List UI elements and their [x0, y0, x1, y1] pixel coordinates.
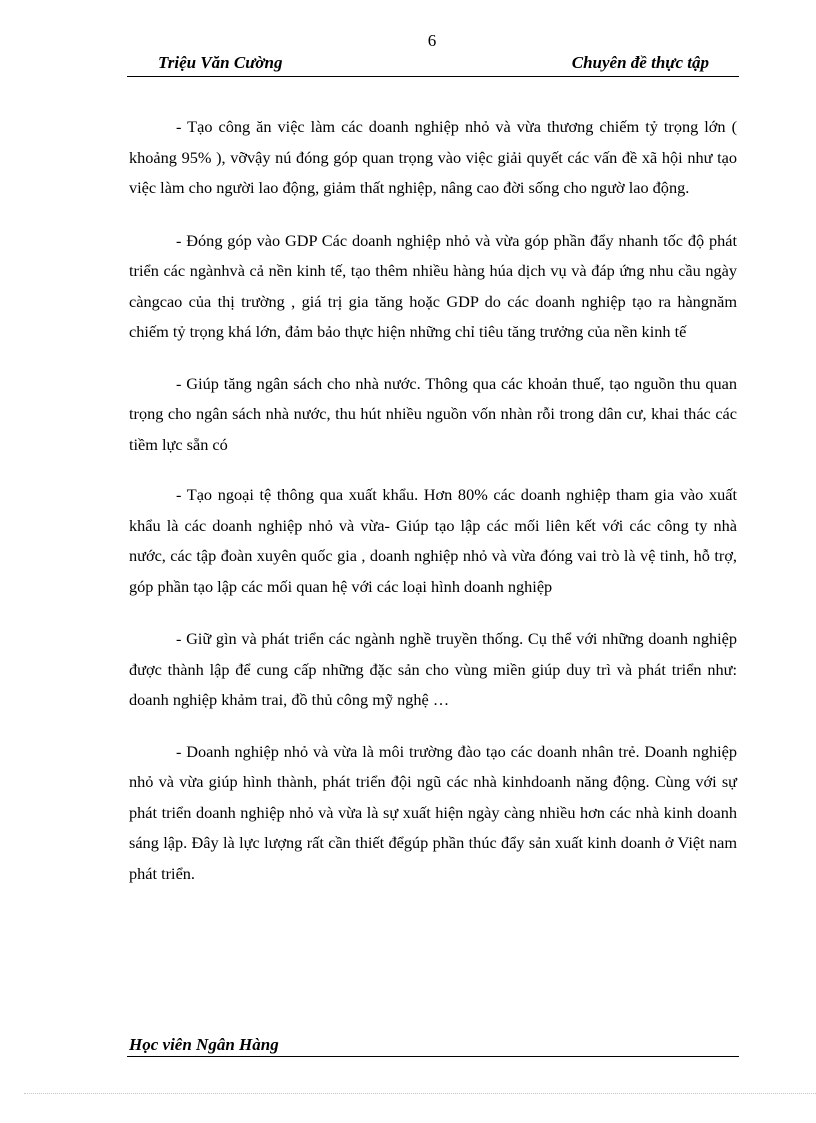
footer-institution: Học viên Ngân Hàng [129, 1035, 279, 1054]
page-header [127, 52, 739, 77]
page-footer [127, 1033, 739, 1057]
paragraph-foreign-currency: - Tạo ngoại tệ thông qua xuất khẩu. Hơn 80% các doanh nghiệp tham gia vào xuất khẩu là các doanh nghiệp nhỏ và vừa- Giúp tạo lập các mối liên kết với các công ty nhà nước, các tập đoàn xuyên quốc gia , doanh nghiệp nhỏ và vừa đóng vai trò là vệ tinh, hỗ trợ, góp phần tạo lập các mối quan hệ với các loại hình doanh nghiệp [129, 485, 737, 596]
page-number: 6 [427, 31, 437, 50]
document-body [129, 112, 737, 911]
paragraph-gdp-contribution: - Đóng góp vào GDP Các doanh nghiệp nhỏ và vừa góp phần đẩy nhanh tốc độ phát triển các ngànhvà cả nền kinh tế, tạo thêm nhiều hàng húa dịch vụ và đáp ứng nhu cầu ngày càngcao của thị trường , giá trị gia tăng hoặc GDP do các doanh nghiệp tạo ra hàngnăm chiếm tỷ trọng khá lớn, đảm bảo thực hiện những chỉ tiêu tăng trưởng của nền kinh tế [129, 230, 737, 341]
paragraph-young-entrepreneurs: - Doanh nghiệp nhỏ và vừa là môi trường đào tạo các doanh nhân trẻ. Doanh nghiệp nhỏ và vừa giúp hình thành, phát triển đội ngũ các nhà kinhdoanh năng động. Cùng với sự phát triển doanh nghiệp nhỏ và vừa là sự xuất hiện ngày càng nhiều hơn các nhà kinh doanh sáng lập. Đây là lực lượng rất cần thiết đểgúp phần thúc đẩy sản xuất kinh doanh ở Việt nam phát triển. [129, 741, 737, 883]
paragraph-state-budget: - Giúp tăng ngân sách cho nhà nước. Thông qua các khoản thuế, tạo nguồn thu quan trọng cho ngân sách nhà nước, thu hút nhiều nguồn vốn nhàn rỗi trong dân cư, khai thác các tiềm lực sẵn có [129, 373, 737, 454]
paragraph-employment: - Tạo công ăn việc làm các doanh nghiệp nhỏ và vừa thương chiếm tỷ trọng lớn ( khoảng 95% ), vỡvậy nú đóng góp quan trọng vào việc giải quyết các vấn đề xã hội như tạo việc làm cho người lao động, giảm thất nghiệp, nâng cao đời sống cho ngườ lao động. [129, 117, 737, 197]
header-document-title: Chuyên đề thực tập [571, 53, 709, 72]
header-author: Triệu Văn Cường [158, 53, 283, 72]
paragraph-traditional-crafts: - Giữ gìn và phát triển các ngành nghề truyền thống. Cụ thể với những doanh nghiệp được thành lập để cung cấp những đặc sản cho vùng miền giúp duy trì và phát triển như: doanh nghiệp khảm trai, đồ thủ công mỹ nghệ … [129, 629, 737, 709]
page-boundary-divider [24, 1093, 816, 1094]
